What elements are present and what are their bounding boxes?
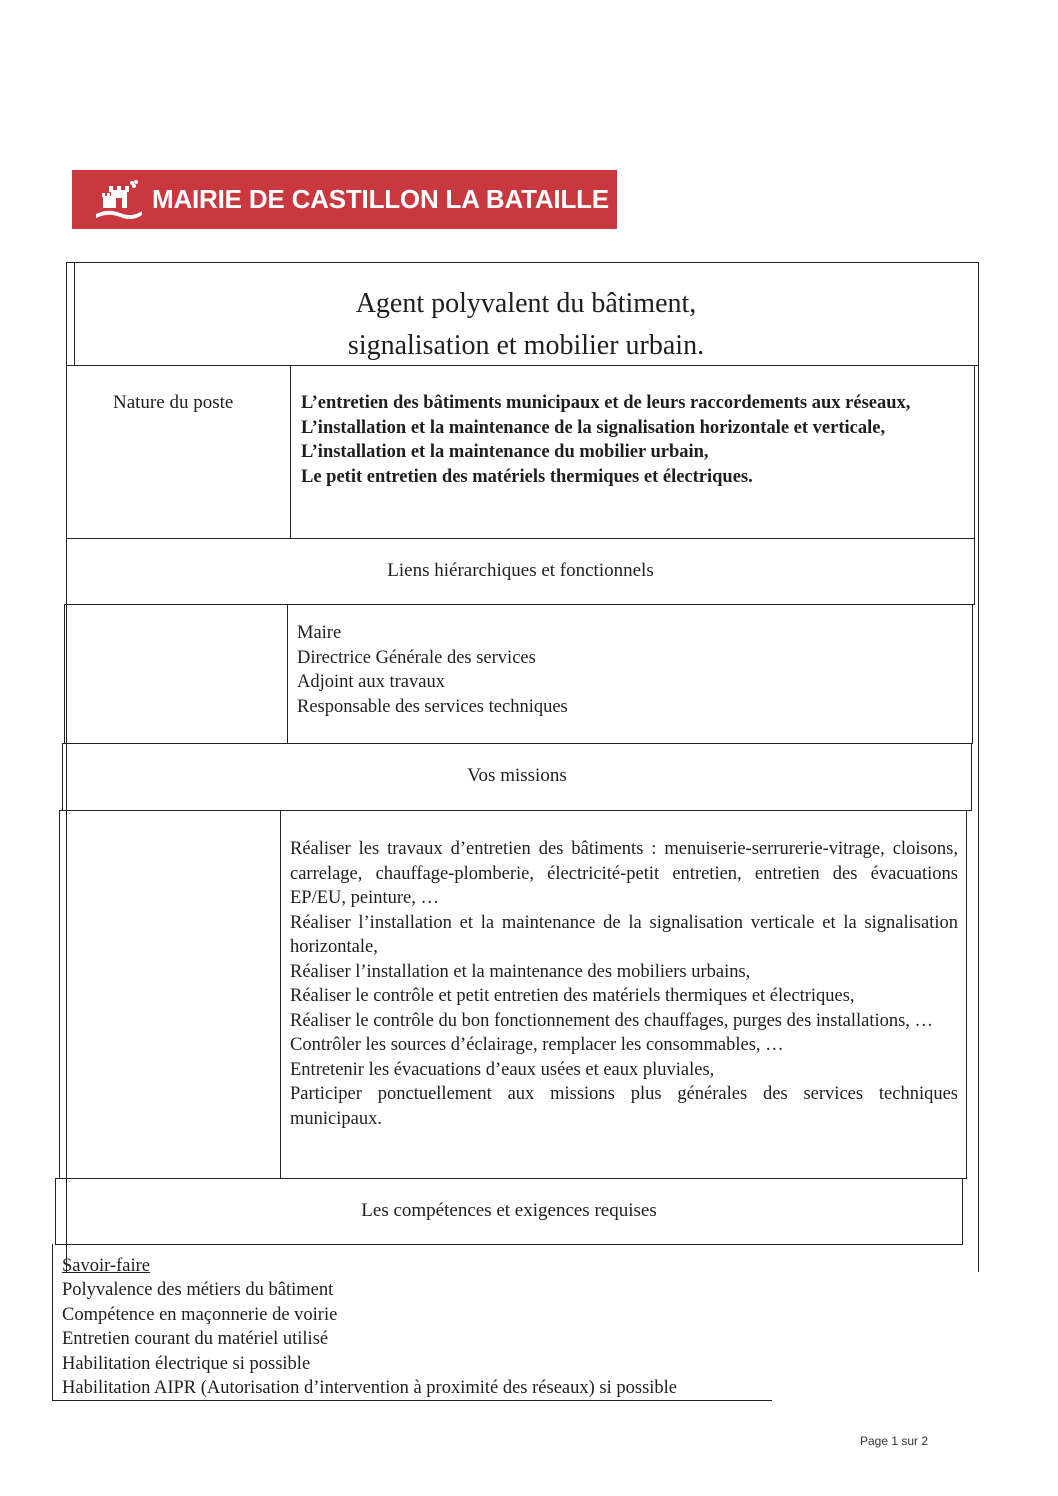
list-item: Contrôler les sources d’éclairage, remplacer les consommables, … [290, 1035, 784, 1056]
list-item: Entretien courant du matériel utilisé [62, 1329, 329, 1350]
list-item: Adjoint aux travaux [297, 672, 445, 693]
nature-list [301, 391, 968, 489]
list-item: Habilitation AIPR (Autorisation d’intervention à proximité des réseaux) si possible [62, 1378, 678, 1399]
left-border [52, 1244, 53, 1400]
nature-label: Nature du poste [113, 392, 234, 413]
list-item: Compétence en maçonnerie de voirie [62, 1304, 338, 1325]
list-item: Réaliser l’installation et la maintenance des mobiliers urbains, [290, 961, 751, 982]
list-item: L’installation et la maintenance du mobilier urbain, [301, 442, 709, 462]
savoir-faire-heading: Savoir-faire [62, 1256, 150, 1276]
page-number: Page 1 sur 2 [860, 1434, 929, 1448]
header-banner [72, 170, 617, 229]
list-item: Participer ponctuellement aux missions plus générales des services techniques municipaux. [290, 1084, 958, 1130]
section-heading-missions: Vos missions [467, 765, 567, 786]
competences-list [62, 1254, 952, 1400]
castle-icon [94, 178, 144, 222]
list-item: Réaliser les travaux d’entretien des bâtiments : menuiserie-serrurerie-vitrage, cloisons, carrelage, chauffage-plomberie, électricité-petit entretien, entretien des évacuations EP/EU, peinture, … [290, 839, 958, 909]
list-item: Réaliser le contrôle et petit entretien des matériels thermiques et électriques, [290, 986, 855, 1007]
column-divider [280, 810, 281, 1179]
job-title-line-1: Agent polyvalent du bâtiment, [355, 288, 697, 319]
column-divider [287, 604, 288, 744]
job-title-line-2: signalisation et mobilier urbain. [347, 330, 705, 361]
list-item: Habilitation électrique si possible [62, 1353, 311, 1374]
job-title [75, 283, 977, 367]
list-item: Polyvalence des métiers du bâtiment [62, 1280, 334, 1301]
list-item: Directrice Générale des services [297, 647, 536, 668]
list-item: Maire [297, 623, 342, 643]
column-divider [290, 365, 291, 539]
section-heading-competences: Les compétences et exigences requises [361, 1200, 657, 1221]
list-item: Réaliser le contrôle du bon fonctionnement des chauffages, purges des installations, … [290, 1010, 934, 1031]
list-item: Le petit entretien des matériels thermiques et électriques. [301, 466, 753, 487]
liens-list [297, 621, 957, 719]
organization-name: MAIRIE DE CASTILLON LA BATAILLE [152, 184, 609, 214]
bottom-rule [52, 1400, 772, 1401]
list-item: Responsable des services techniques [297, 696, 568, 717]
list-item: L’installation et la maintenance de la signalisation horizontale et verticale, [301, 417, 886, 438]
list-item: L’entretien des bâtiments municipaux et de leurs raccordements aux réseaux, [301, 393, 911, 413]
missions-list [290, 837, 958, 1132]
list-item: Réaliser l’installation et la maintenance de la signalisation verticale et la signalisation horizontale, [290, 912, 958, 958]
list-item: Entretenir les évacuations d’eaux usées et eaux pluviales, [290, 1059, 715, 1080]
section-heading-liens: Liens hiérarchiques et fonctionnels [387, 560, 654, 581]
